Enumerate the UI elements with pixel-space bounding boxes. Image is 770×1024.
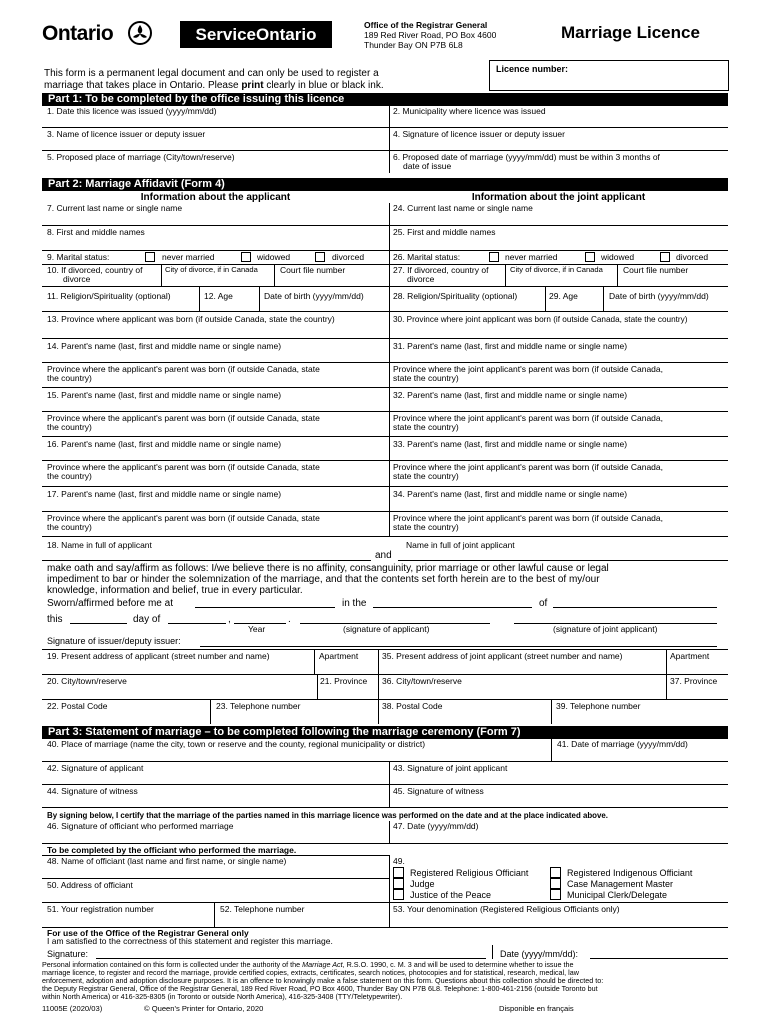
- field-35-label: 35. Present address of joint applicant (street number and name): [382, 651, 623, 661]
- privacy-line2: marriage licence, to register and record the marriage, provide certified copies, extracts, certificates, search notices, photocopies and for statistical, research, medical, law: [42, 968, 579, 977]
- field-20-label: 20. City/town/reserve: [47, 676, 127, 686]
- sworn-region-line[interactable]: [553, 607, 717, 608]
- field-28-label: 28. Religion/Spirituality (optional): [393, 291, 518, 301]
- joint-dob-label: Date of birth (yyyy/mm/dd): [609, 291, 709, 301]
- field-37-label: 37. Province: [670, 676, 718, 686]
- applicant-full-name-line[interactable]: [42, 560, 371, 561]
- this-label: this: [47, 614, 63, 625]
- field-38-label: 38. Postal Code: [382, 701, 443, 711]
- parent31-province-label: Province where the joint applicant's parent was born (if outside Canada,: [393, 364, 663, 374]
- applicant-apartment-label: Apartment: [319, 651, 359, 661]
- field-6-label: 6. Proposed date of marriage (yyyy/mm/dd) must be within 3 months of: [393, 152, 660, 162]
- privacy-line1-b: , R.S.O. 1990, c. M. 3 and will be used to determine whether to issue the: [342, 960, 574, 969]
- intro-bold: print: [241, 79, 264, 91]
- joint-full-name-label: Name in full of joint applicant: [406, 540, 515, 550]
- day-of-label: day of: [133, 614, 161, 625]
- field-5-label: 5. Proposed place of marriage (City/town/reserve): [47, 152, 235, 162]
- form-number: 11005E (2020/03): [42, 1004, 103, 1013]
- form-header: [0, 0, 770, 64]
- parent33-province-label-cont: state the country): [393, 471, 459, 481]
- and-text: and: [375, 550, 392, 561]
- sworn-place-line[interactable]: [195, 607, 335, 608]
- field-53-label: 53. Your denomination (Registered Religious Officiants only): [393, 904, 620, 914]
- applicant-divorced-label: divorced: [332, 252, 365, 262]
- parent14-province-label-cont: the country): [47, 373, 92, 383]
- field-6-label-cont: date of issue: [403, 161, 452, 171]
- of-label: of: [539, 598, 548, 609]
- field-2-label: 2. Municipality where licence was issued: [393, 106, 546, 116]
- field-32-label: 32. Parent's name (last, first and middle name or single name): [393, 390, 628, 400]
- applicant-widowed-checkbox[interactable]: [241, 252, 251, 262]
- sworn-label: Sworn/affirmed before me at: [47, 598, 173, 609]
- year-label: Year: [248, 624, 266, 634]
- field-33-label: 33. Parent's name (last, first and middle name or single name): [393, 439, 628, 449]
- case-management-master-checkbox[interactable]: [550, 878, 561, 889]
- field-4-label: 4. Signature of licence issuer or deputy issuer: [393, 129, 565, 139]
- field-48-label: 48. Name of officiant (last name and first name, or single name): [47, 856, 287, 866]
- intro-text: [44, 68, 484, 91]
- sworn-municipality-line[interactable]: [373, 607, 532, 608]
- parent32-province-label: Province where the joint applicant's parent was born (if outside Canada,: [393, 413, 663, 423]
- justice-of-the-peace-checkbox[interactable]: [393, 889, 404, 900]
- field-16-label: 16. Parent's name (last, first and middle name or single name): [47, 439, 282, 449]
- field-40-label: 40. Place of marriage (name the city, town or reserve and the county, regional municipality or district): [47, 739, 426, 749]
- certify-statement: By signing below, I certify that the marriage of the parties named in this marriage licence was performed on the date and at the place indicated above.: [47, 811, 608, 820]
- ontario-logo: Ontario: [42, 22, 114, 45]
- judge-checkbox[interactable]: [393, 878, 404, 889]
- field-31-label: 31. Parent's name (last, first and middle name or single name): [393, 341, 628, 351]
- joint-divorced-label: divorced: [676, 252, 709, 262]
- oath-line3: knowledge, information and belief, true in every particular.: [47, 585, 303, 596]
- field-24-label: 24. Current last name or single name: [393, 203, 533, 213]
- field-13-label: 13. Province where applicant was born (if outside Canada, state the country): [47, 314, 335, 324]
- field-26-label: 26. Marital status:: [393, 252, 461, 262]
- applicant-never-married-label: never married: [162, 252, 215, 262]
- registrar-address-line2: Thunder Bay ON P7B 6L8: [364, 39, 463, 50]
- field-19-label: 19. Present address of applicant (street number and name): [47, 651, 270, 661]
- privacy-line3: enforcement, adoption and adoption disclosure purposes. It is an offence to knowingly make a false statement on this form. Questions about this collection should be directed to:: [42, 976, 604, 985]
- officiant-heading: To be completed by the officiant who performed the marriage.: [47, 845, 297, 855]
- field-1-label: 1. Date this licence was issued (yyyy/mm/dd): [47, 106, 217, 116]
- parent33-province-label: Province where the joint applicant's parent was born (if outside Canada,: [393, 462, 663, 472]
- applicant-city-divorce-label: City of divorce, if in Canada: [165, 265, 258, 274]
- field-44-label: 44. Signature of witness: [47, 786, 138, 796]
- applicant-dob-label: Date of birth (yyyy/mm/dd): [264, 291, 364, 301]
- privacy-line1-a: Personal information contained on this form is collected under the authority of the: [42, 960, 303, 969]
- issuer-signature-label: Signature of issuer/deputy issuer:: [47, 636, 181, 646]
- field-22-label: 22. Postal Code: [47, 701, 108, 711]
- privacy-line5: within North America) or 416-325-8305 (in Toronto or outside North America), 416-325-3408 (TTY/Teletypewriter).: [42, 992, 403, 1001]
- field-10-label-cont: divorce: [63, 274, 91, 284]
- in-the-label: in the: [342, 598, 367, 609]
- marriage-act-text: Marriage Act: [302, 960, 343, 969]
- applicant-court-file-label: Court file number: [280, 265, 346, 275]
- field-12-label: 12. Age: [204, 291, 233, 301]
- municipal-clerk-label: Municipal Clerk/Delegate: [567, 890, 668, 900]
- joint-full-name-line[interactable]: [398, 560, 728, 561]
- registrar-address-line1: 189 Red River Road, PO Box 4600: [364, 29, 497, 40]
- field-27-label: 27. If divorced, country of: [393, 265, 489, 275]
- part2-heading: Part 2: Marriage Affidavit (Form 4): [42, 178, 728, 191]
- registrar-address: [364, 21, 496, 50]
- period-text: .: [288, 614, 291, 625]
- field-41-label: 41. Date of marriage (yyyy/mm/dd): [557, 739, 688, 749]
- registered-religious-officiant-checkbox[interactable]: [393, 867, 404, 878]
- part3-heading: Part 3: Statement of marriage – to be completed following the marriage ceremony (Form 7): [42, 726, 728, 739]
- field-7-label: 7. Current last name or single name: [47, 203, 183, 213]
- field-18-label: 18. Name in full of applicant: [47, 540, 152, 550]
- intro-line2: marriage that takes place in Ontario. Please: [44, 79, 242, 91]
- field-39-label: 39. Telephone number: [556, 701, 641, 711]
- joint-signature-label: (signature of joint applicant): [553, 624, 658, 634]
- sworn-day-line[interactable]: [70, 623, 127, 624]
- field-25-label: 25. First and middle names: [393, 227, 496, 237]
- field-49-label: 49.: [393, 856, 405, 866]
- field-23-label: 23. Telephone number: [216, 701, 301, 711]
- applicant-divorced-checkbox[interactable]: [315, 252, 325, 262]
- applicant-signature-label: (signature of applicant): [343, 624, 430, 634]
- field-51-label: 51. Your registration number: [47, 904, 154, 914]
- case-management-master-label: Case Management Master: [567, 879, 674, 889]
- municipal-clerk-checkbox[interactable]: [550, 889, 561, 900]
- comma-text: ,: [228, 614, 231, 625]
- registered-indigenous-officiant-checkbox[interactable]: [550, 867, 561, 878]
- parent32-province-label-cont: state the country): [393, 422, 459, 432]
- joint-city-divorce-label: City of divorce, if in Canada: [510, 265, 603, 274]
- registered-religious-officiant-label: Registered Religious Officiant: [410, 868, 529, 878]
- privacy-line4: the Deputy Registrar General, Office of the Registrar General, 189 Red River Road, PO Box 4600, Thunder Bay ON P7B 6L8. Telephone: 1-800-461-2156 (outside Toronto but: [42, 984, 598, 993]
- field-45-label: 45. Signature of witness: [393, 786, 484, 796]
- field-21-label: 21. Province: [320, 676, 368, 686]
- field-10-label: 10. If divorced, country of: [47, 265, 143, 275]
- joint-court-file-label: Court file number: [623, 265, 689, 275]
- parent15-province-label: Province where the applicant's parent was born (if outside Canada, state: [47, 413, 320, 423]
- field-30-label: 30. Province where joint applicant was born (if outside Canada, state the country): [393, 315, 688, 324]
- french-available-link[interactable]: Disponible en français: [499, 1004, 574, 1013]
- registrar-name: Office of the Registrar General: [364, 20, 488, 30]
- field-29-label: 29. Age: [549, 291, 578, 301]
- joint-divorced-checkbox[interactable]: [660, 252, 670, 262]
- field-27-label-cont: divorce: [407, 274, 435, 284]
- parent16-province-label: Province where the applicant's parent was born (if outside Canada, state: [47, 462, 320, 472]
- office-date-line[interactable]: [590, 958, 728, 959]
- parent14-province-label: Province where the applicant's parent was born (if outside Canada, state: [47, 364, 320, 374]
- parent17-province-label: Province where the applicant's parent was born (if outside Canada, state: [47, 513, 320, 523]
- licence-number-field[interactable]: [489, 60, 729, 91]
- sworn-month-line[interactable]: [168, 623, 226, 624]
- applicant-column-heading: Information about the applicant: [140, 192, 291, 203]
- applicant-widowed-label: widowed: [257, 252, 291, 262]
- field-14-label: 14. Parent's name (last, first and middle name or single name): [47, 341, 282, 351]
- parent31-province-label-cont: state the country): [393, 373, 459, 383]
- office-satisfied-text: I am satisfied to the correctness of this statement and register this marriage.: [47, 936, 333, 946]
- applicant-never-married-checkbox[interactable]: [145, 252, 155, 262]
- intro-line1: This form is a permanent legal document and can only be used to register a: [44, 68, 379, 79]
- field-15-label: 15. Parent's name (last, first and middle name or single name): [47, 390, 282, 400]
- joint-widowed-label: widowed: [601, 252, 635, 262]
- field-52-label: 52. Telephone number: [220, 904, 305, 914]
- office-use-heading: For use of the Office of the Registrar General only: [47, 928, 249, 938]
- office-signature-line[interactable]: [96, 958, 486, 959]
- parent16-province-label-cont: the country): [47, 471, 92, 481]
- joint-applicant-column-heading: Information about the joint applicant: [471, 192, 646, 203]
- parent34-province-label-cont: state the country): [393, 522, 459, 532]
- field-42-label: 42. Signature of applicant: [47, 763, 144, 773]
- field-46-label: 46. Signature of officiant who performed marriage: [47, 821, 234, 831]
- office-date-label: Date (yyyy/mm/dd):: [500, 949, 579, 959]
- parent15-province-label-cont: the country): [47, 422, 92, 432]
- copyright-text: © Queen's Printer for Ontario, 2020: [144, 1004, 264, 1013]
- field-36-label: 36. City/town/reserve: [382, 676, 462, 686]
- trillium-icon: [128, 21, 152, 45]
- intro-line2-end: clearly in blue or black ink.: [263, 79, 384, 91]
- justice-of-the-peace-label: Justice of the Peace: [410, 890, 492, 900]
- field-11-label: 11. Religion/Spirituality (optional): [47, 291, 171, 301]
- parent17-province-label-cont: the country): [47, 522, 92, 532]
- joint-never-married-label: never married: [505, 252, 558, 262]
- field-17-label: 17. Parent's name (last, first and middle name or single name): [47, 489, 282, 499]
- oath-line1: make oath and say/affirm as follows: I/we believe there is no affinity, consanguinity, prior marriage or other lawful cause or legal: [47, 563, 609, 574]
- field-50-label: 50. Address of officiant: [47, 880, 133, 890]
- field-34-label: 34. Parent's name (last, first and middle name or single name): [393, 489, 628, 499]
- office-signature-label: Signature:: [47, 949, 89, 959]
- licence-number-label: Licence number:: [496, 64, 569, 74]
- field-8-label: 8. First and middle names: [47, 227, 145, 237]
- judge-label: Judge: [410, 879, 435, 889]
- registered-indigenous-officiant-label: Registered Indigenous Officiant: [567, 868, 693, 878]
- serviceontario-logo: ServiceOntario: [180, 21, 332, 48]
- field-47-label: 47. Date (yyyy/mm/dd): [393, 821, 479, 831]
- part1-heading: Part 1: To be completed by the office issuing this licence: [42, 93, 728, 106]
- oath-line2: impediment to bar or hinder the solemnization of the marriage, and that the contents set forth herein are to the best of my/our: [47, 574, 600, 585]
- joint-never-married-checkbox[interactable]: [489, 252, 499, 262]
- field-3-label: 3. Name of licence issuer or deputy issuer: [47, 129, 206, 139]
- form-title: Marriage Licence: [561, 23, 700, 42]
- field-9-label: 9. Marital status:: [47, 252, 110, 262]
- parent34-province-label: Province where the joint applicant's parent was born (if outside Canada,: [393, 513, 663, 523]
- joint-widowed-checkbox[interactable]: [585, 252, 595, 262]
- issuer-signature-line[interactable]: [200, 646, 717, 647]
- joint-apartment-label: Apartment: [670, 651, 710, 661]
- field-43-label: 43. Signature of joint applicant: [393, 763, 508, 773]
